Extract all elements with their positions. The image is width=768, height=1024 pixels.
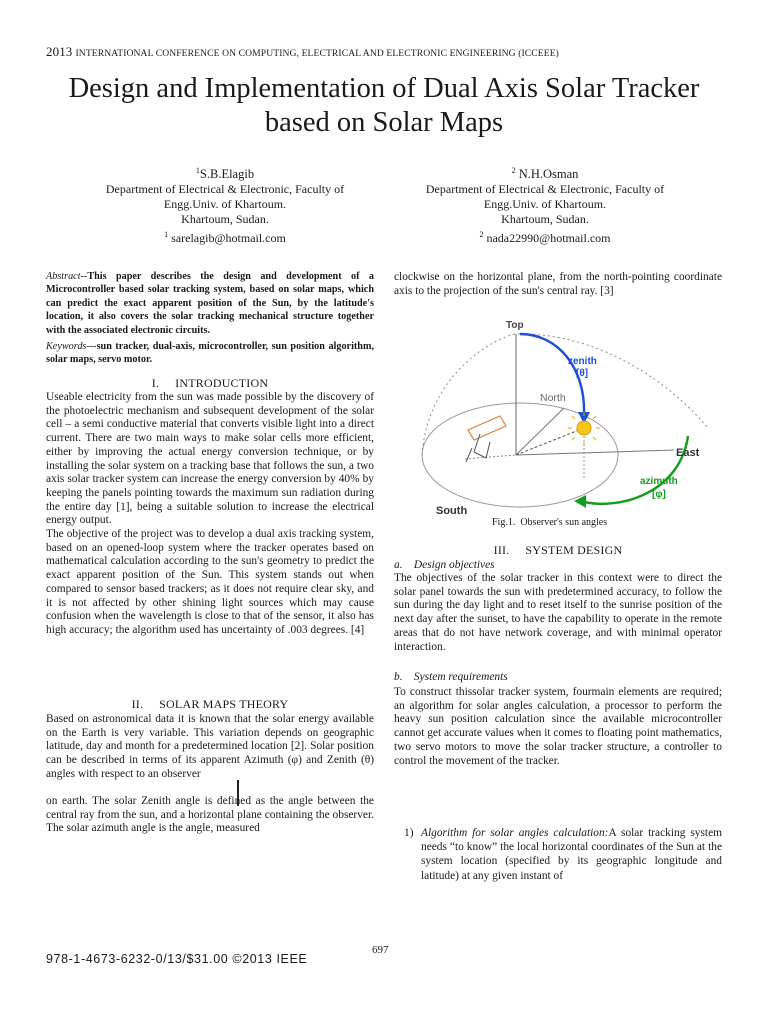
design-objectives-heading: a. Design objectives <box>394 559 495 571</box>
paper-title <box>30 72 738 140</box>
author-1-sup: 1 <box>195 166 200 175</box>
sun-angles-figure <box>408 312 726 526</box>
title-line-1: Design and Implementation of Dual Axis Solar Tracker <box>68 73 700 104</box>
label-north: North <box>540 392 566 404</box>
solar-maps-paragraph-2: on earth. The solar Zenith angle is defined as the angle between the central ray from the sun, and a horizontal plane containing the observer. The solar azimuth angle is the angle, measured <box>46 795 374 835</box>
keywords <box>46 340 374 367</box>
label-azimuth-symbol: [φ] <box>652 489 666 500</box>
north-axis <box>516 408 564 455</box>
solar-maps-paragraph-1: Based on astronomical data it is known that the solar energy available on the Earth is very variable. This variation depends on geographic latitude, day and month for a predetermined location [2]. Solar position can be described in terms of its apparent Azimuth (φ) and Zenith (θ) angles with respect to an observer <box>46 713 374 780</box>
label-south: South <box>436 505 468 517</box>
page-number: 697 <box>372 944 389 956</box>
figure-caption: Fig.1. Observer's sun angles <box>492 517 608 528</box>
algorithm-item-text: A solar tracking system needs “to know” the local horizontal coordinates of the Sun at the system location (specified by its geographic longitude and latitude) at any given instant of <box>421 827 722 882</box>
abstract-label: Abstract-- <box>46 271 88 282</box>
author-block-1 <box>60 163 390 246</box>
author-1-email-sup: 1 <box>164 230 169 240</box>
conference-header <box>46 44 559 60</box>
sun-icon <box>577 421 591 435</box>
title-line-2: based on Solar Maps <box>264 107 504 138</box>
author-1-univ: Engg.Univ. of Khartoum. <box>163 197 287 212</box>
intro-paragraph-2: The objective of the project was to develop a dual axis tracking system, based on an opened-loop system where the tracker operates based on mathematical calculation according to the sun's geometry to predict the exact apparent position of the Sun. This system stands out when compared to sensor based trackers; as it does not require clear sky, and it is not affected by other shining light sources which may cause confusion when the wavelength is close to that of the sensor, it also has high accuracy; the algorithm used has uncertainty of .003 degrees. [4] <box>46 528 374 636</box>
algorithm-list-item <box>421 826 722 883</box>
conference-name: INTERNATIONAL CONFERENCE ON COMPUTING, ELECTRICAL AND ELECTRONIC ENGINEERING (ICCEEE) <box>75 48 559 59</box>
zenith-azimuth-continued: clockwise on the horizontal plane, from the north-pointing coordinate axis to the projection of the sun's central ray. [3] <box>394 271 722 297</box>
copyright-footer: 978-1-4673-6232-0/13/$31.00 ©2013 IEEE <box>46 952 308 966</box>
label-zenith: zenith <box>568 356 597 367</box>
label-zenith-symbol: [θ] <box>576 368 589 379</box>
author-block-2 <box>380 163 710 246</box>
author-1-email[interactable]: sarelagib@hotmail.com <box>171 231 286 246</box>
azimuth-arc <box>584 436 688 504</box>
intro-paragraph-1: Useable electricity from the sun was made possible by the discovery of the photoelectric mechanism and subsequent development of the solar cell – a semi conductive material that converts visible light into a direct current. There are two main ways to make solar cells more efficient, either by improving the actual energy conversion technique, or by installing the solar system on a tracking base that follows the sun, a two axis solar tracker system can increase the energy conversion by 40% by keeping the panels pointing towards the maximum sun radiation during the entire day [1], being a suitable solution to increase the electrical energy output. <box>46 391 374 527</box>
system-requirements-heading: b. System requirements <box>394 671 508 683</box>
author-2-sup: 2 <box>511 166 516 175</box>
author-2-name: N.H.Osman <box>518 167 579 182</box>
author-2-dept: Department of Electrical & Electronic, Faculty of <box>425 182 665 197</box>
intro-body <box>46 391 374 638</box>
list-number-1: 1) <box>404 827 414 839</box>
abstract-text: This paper describes the design and development of a Microcontroller based solar tracking system, based on solar maps, which can predict the exact apparent position of the Sun, by the latitude's location, it also covers the solar tracking mechanical structure together with the associated electronic circuits. <box>46 271 374 336</box>
keywords-label: Keywords--- <box>46 341 97 352</box>
author-1-dept: Department of Electrical & Electronic, Faculty of <box>105 182 345 197</box>
sun-ray <box>516 428 584 455</box>
author-1-name: S.B.Elagib <box>199 167 255 182</box>
author-2-email[interactable]: nada22990@hotmail.com <box>486 231 611 246</box>
label-east: East <box>676 447 700 459</box>
south-axis <box>465 455 515 459</box>
abstract <box>46 270 374 337</box>
author-2-univ: Engg.Univ. of Khartoum. <box>483 197 607 212</box>
design-objectives-text: The objectives of the solar tracker in this context were to direct the solar panel towards the sun with predetermined accuracy, to follow the sun during the day light and to reset itself to the sunrise position of the next day after the sunset, to have the capability to operate in the remote areas that do not have network coverage, and with minimal operator interaction. <box>394 572 722 653</box>
author-2-email-sup: 2 <box>479 230 484 240</box>
conference-year: 2013 <box>46 44 73 59</box>
author-1-city: Khartoum, Sudan. <box>181 212 269 227</box>
label-top: Top <box>506 320 524 331</box>
azimuth-arrowhead <box>574 495 586 508</box>
author-2-city: Khartoum, Sudan. <box>501 212 589 227</box>
algorithm-item-title: Algorithm for solar angles calculation: <box>421 827 609 839</box>
solar-panel-icon <box>466 416 506 462</box>
label-azimuth: azimuth <box>640 476 678 487</box>
solar-maps-heading: II. SOLAR MAPS THEORY <box>131 697 289 711</box>
east-axis <box>516 450 674 455</box>
system-design-heading: III. SYSTEM DESIGN <box>493 543 623 557</box>
system-requirements-text: To construct thissolar tracker system, fourmain elements are required; an algorithm for solar angles calculation, a processor to perform the heavy sun position calculation since the available microcontroller cannot get accurate values when it comes to floating point mathematics, two servo motors to move the solar tracker structure, a controller to control the movement of the tracker. <box>394 686 723 767</box>
keywords-text: sun tracker, dual-axis, microcontroller, sun position algorithm, solar maps, servo motor. <box>46 341 374 366</box>
intro-heading: I. INTRODUCTION <box>151 376 269 390</box>
